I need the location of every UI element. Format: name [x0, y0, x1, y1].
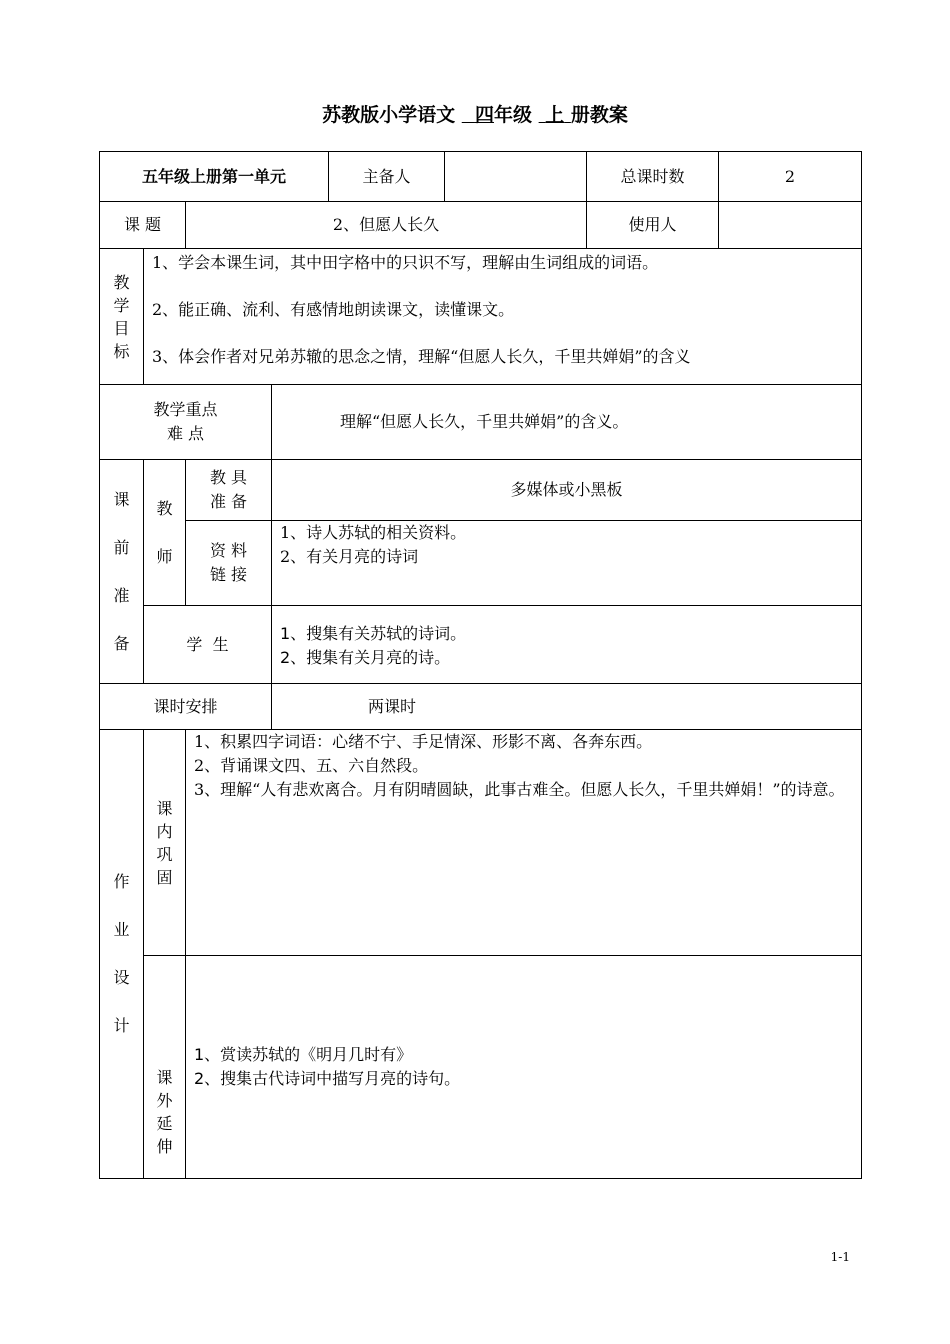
- inclass-label: 课 内 巩 固: [144, 730, 186, 956]
- schedule-label: 课时安排: [100, 684, 272, 730]
- title-term-suffix: 册教案: [570, 104, 628, 126]
- unit-cell: 五年级上册第一单元: [100, 152, 329, 202]
- links-item: 1、诗人苏轼的相关资料。: [280, 523, 467, 542]
- user-value: [719, 202, 862, 249]
- student-label: 学 生: [144, 606, 272, 684]
- links-item: 2、有关月亮的诗词: [280, 547, 419, 566]
- title-publisher: 苏教版小学语文: [322, 104, 456, 126]
- student-content: [272, 606, 862, 684]
- header-row-2: [100, 202, 862, 249]
- links-label: 资 料 链 接: [186, 521, 272, 606]
- lesson-label: 课 题: [100, 202, 186, 249]
- inclass-item: 3、理解“人有悲欢离合。月有阴晴圆缺，此事古难全。但愿人长久，千里共婵娟！”的诗意。: [194, 780, 845, 799]
- extend-item: 2、搜集古代诗词中描写月亮的诗句。: [194, 1069, 461, 1088]
- teacher-label: 教 师: [144, 460, 186, 606]
- prep-links-row: [100, 521, 862, 606]
- prep-tools-row: [100, 460, 862, 521]
- homework-label: 作 业 设 计: [100, 730, 144, 1179]
- title-grade-suffix: 年级: [493, 104, 532, 126]
- inclass-item: 1、积累四字词语：心绪不宁、手足情深、形影不离、各奔东西。: [194, 732, 653, 751]
- lesson-value: 2、但愿人长久: [186, 202, 587, 249]
- schedule-value: 两课时: [272, 684, 862, 730]
- focus-label: 教学重点 难 点: [100, 385, 272, 460]
- focus-value: 理解“但愿人长久，千里共婵娟”的含义。: [272, 385, 862, 460]
- lesson-plan-table: [99, 151, 862, 1179]
- goal-item: 1、学会本课生词，其中田字格中的只识不写，理解由生词组成的词语。: [152, 253, 659, 272]
- goals-content: [144, 249, 862, 385]
- user-label: 使用人: [587, 202, 719, 249]
- focus-row: [100, 385, 862, 460]
- lead-label: 主备人: [329, 152, 445, 202]
- homework-inclass-row: [100, 730, 862, 956]
- prep-student-row: [100, 606, 862, 684]
- page-title: [0, 100, 950, 127]
- hours-value: 2: [719, 152, 862, 202]
- homework-extend-row: [100, 956, 862, 1179]
- tools-value: 多媒体或小黑板: [272, 460, 862, 521]
- hours-label: 总课时数: [587, 152, 719, 202]
- extend-label: 课 外 延 伸: [144, 956, 186, 1179]
- student-item: 1、搜集有关苏轼的诗词。: [280, 624, 467, 643]
- schedule-row: [100, 684, 862, 730]
- goal-item: 3、体会作者对兄弟苏辙的思念之情，理解“但愿人长久，千里共婵娟”的含义: [152, 347, 691, 366]
- page-number: 1-1: [830, 1250, 850, 1264]
- inclass-item: 2、背诵课文四、五、六自然段。: [194, 756, 429, 775]
- links-content: [272, 521, 862, 606]
- inclass-content: [186, 730, 862, 956]
- tools-label: 教 具 准 备: [186, 460, 272, 521]
- goals-row: [100, 249, 862, 385]
- title-grade: 四: [474, 104, 494, 126]
- lead-value: [445, 152, 587, 202]
- header-row-1: [100, 152, 862, 202]
- extend-content: [186, 956, 862, 1179]
- title-term: 上: [545, 104, 565, 126]
- prep-label: 课 前 准 备: [100, 460, 144, 684]
- student-item: 2、搜集有关月亮的诗。: [280, 648, 451, 667]
- goal-item: 2、能正确、流利、有感情地朗读课文，读懂课文。: [152, 300, 515, 319]
- extend-item: 1、赏读苏轼的《明月几时有》: [194, 1045, 413, 1064]
- goals-label: 教 学 目 标: [100, 249, 144, 385]
